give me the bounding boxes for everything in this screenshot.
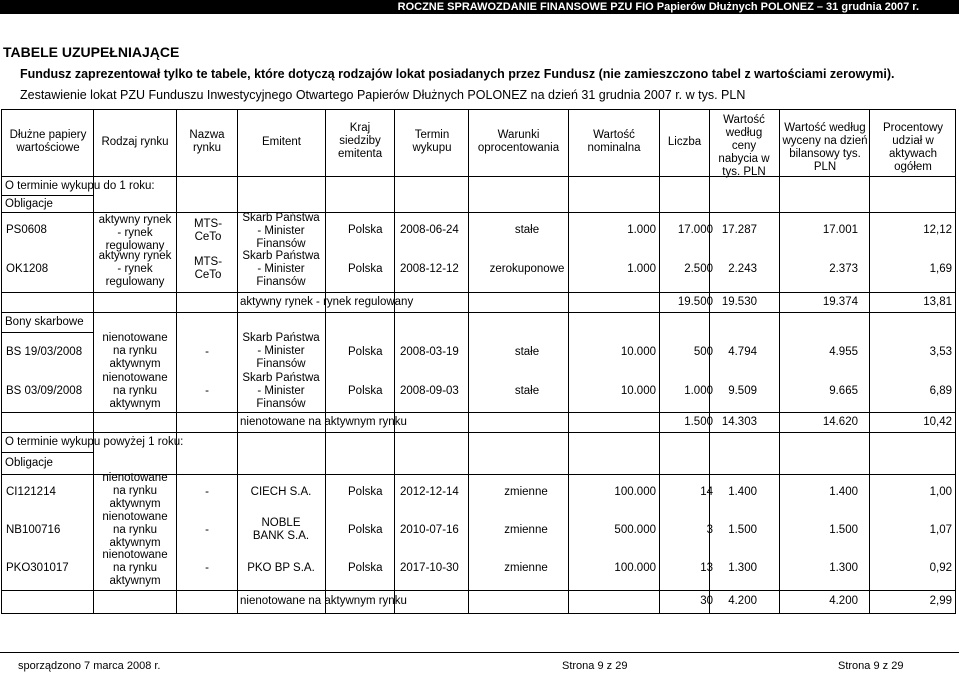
row-share: 1,07: [929, 524, 952, 536]
row-rate: stałe: [514, 224, 540, 236]
col-header-nominal: Wartość nominalna: [587, 129, 641, 154]
col-divider: [709, 110, 710, 613]
subtotal-share: 2,99: [929, 595, 952, 607]
row-maturity: 2008-03-19: [400, 346, 459, 358]
row-market: nienotowane na rynku aktywnym: [102, 332, 168, 370]
row-cost: 2.243: [728, 263, 757, 275]
row-rate: stałe: [514, 346, 540, 358]
row-count: 13: [700, 562, 713, 574]
row-rate: zmienne: [504, 524, 548, 536]
page-header-bar: [0, 0, 959, 14]
row-nominal: 100.000: [614, 562, 656, 574]
row-divider: [2, 590, 955, 591]
row-market-name: -: [205, 524, 209, 536]
row-value: 9.665: [829, 385, 858, 397]
row-count: 1.000: [684, 385, 713, 397]
col-divider: [325, 110, 326, 613]
row-market: nienotowane na rynku aktywnym: [102, 472, 168, 510]
row-name: PS0608: [6, 224, 47, 236]
row-market: aktywny rynek - rynek regulowany: [98, 214, 172, 252]
col-header-rate: Warunki oprocentowania: [477, 129, 560, 154]
row-share: 12,12: [923, 224, 952, 236]
row-value: 4.955: [829, 346, 858, 358]
row-market-name: MTS-CeTo: [193, 256, 223, 281]
row-market-name: MTS-CeTo: [193, 218, 223, 243]
row-count: 17.000: [677, 224, 713, 236]
row-maturity: 2017-10-30: [400, 562, 459, 574]
row-divider: [2, 332, 93, 333]
row-maturity: 2012-12-14: [400, 486, 459, 498]
col-header-count: Liczba: [667, 136, 702, 148]
table-subtitle: Zestawienie lokat PZU Funduszu Inwestycyjnego Otwartego Papierów Dłużnych POLONEZ na dzień 31 grudnia 2007 r. w tys. PLN: [20, 88, 746, 102]
row-maturity: 2010-07-16: [400, 524, 459, 536]
row-maturity: 2008-06-24: [400, 224, 459, 236]
footer-page-number: Strona 9 z 29: [562, 660, 628, 672]
row-divider: [2, 195, 93, 196]
row-nominal: 1.000: [627, 224, 656, 236]
row-market: aktywny rynek - rynek regulowany: [98, 250, 172, 288]
col-divider: [468, 110, 469, 613]
row-country: Polska: [348, 524, 383, 536]
row-share: 1,69: [929, 263, 952, 275]
group-short-term: O terminie wykupu do 1 roku:: [5, 180, 155, 192]
row-divider: [2, 212, 955, 213]
row-count: 2.500: [684, 263, 713, 275]
col-header-market-type: Rodzaj rynku: [101, 136, 169, 148]
row-market: nienotowane na rynku aktywnym: [102, 511, 168, 549]
row-country: Polska: [348, 385, 383, 397]
row-cost: 1.500: [728, 524, 757, 536]
col-divider: [568, 110, 569, 613]
section-title: TABELE UZUPEŁNIAJĄCE: [3, 44, 180, 60]
row-divider: [2, 176, 955, 177]
col-header-cost: Wartość według ceny nabycia w tys. PLN: [718, 114, 770, 178]
col-header-share: Procentowy udział w aktywach ogółem: [882, 122, 944, 173]
col-header-securities: Dłużne papiery wartościowe: [9, 129, 87, 154]
row-maturity: 2008-12-12: [400, 263, 459, 275]
footer-prepared-date: sporządzono 7 marca 2008 r.: [18, 660, 161, 672]
row-name: OK1208: [6, 263, 49, 275]
subtotal-share: 13,81: [923, 296, 952, 308]
group-long-term: O terminie wykupu powyżej 1 roku:: [5, 436, 184, 448]
row-country: Polska: [348, 263, 383, 275]
row-divider: [2, 432, 955, 433]
subtotal-value: 14.620: [822, 416, 858, 428]
row-cost: 9.509: [728, 385, 757, 397]
row-country: Polska: [348, 346, 383, 358]
row-market-name: -: [205, 486, 209, 498]
row-issuer: NOBLE BANK S.A.: [252, 517, 310, 542]
subtotal-count: 30: [700, 595, 713, 607]
col-divider: [176, 110, 177, 613]
row-divider: [2, 312, 955, 313]
subtotal-count: 19.500: [677, 296, 713, 308]
row-value: 2.373: [829, 263, 858, 275]
row-cost: 1.400: [728, 486, 757, 498]
row-value: 1.400: [829, 486, 858, 498]
row-share: 6,89: [929, 385, 952, 397]
row-issuer: Skarb Państwa - Minister Finansów: [242, 250, 320, 288]
row-market: nienotowane na rynku aktywnym: [102, 372, 168, 410]
col-divider: [869, 110, 870, 613]
row-nominal: 100.000: [614, 486, 656, 498]
col-header-country: Kraj siedziby emitenta: [338, 122, 383, 160]
col-header-maturity: Termin wykupu: [412, 129, 452, 154]
footer-page-number-right: Strona 9 z 29: [838, 660, 904, 672]
row-issuer: CIECH S.A.: [250, 486, 312, 498]
subtotal-value: 19.374: [822, 296, 858, 308]
row-market-name: -: [205, 346, 209, 358]
row-market-name: -: [205, 562, 209, 574]
col-header-issuer: Emitent: [262, 136, 301, 148]
row-count: 500: [693, 346, 713, 358]
row-share: 0,92: [929, 562, 952, 574]
row-issuer: Skarb Państwa - Minister Finansów: [242, 212, 320, 250]
subtotal-label: nienotowane na aktywnym rynku: [240, 595, 407, 607]
col-header-value: Wartość według wyceny na dzień bilansowy tys. PLN: [782, 122, 868, 173]
subtotal-cost: 14.303: [721, 416, 757, 428]
subtotal-label: aktywny rynek - rynek regulowany: [240, 296, 414, 308]
row-country: Polska: [348, 224, 383, 236]
subtotal-cost: 4.200: [728, 595, 757, 607]
row-name: BS 03/09/2008: [6, 385, 83, 397]
group-treasury: Bony skarbowe: [5, 316, 84, 328]
row-nominal: 10.000: [620, 346, 656, 358]
row-share: 3,53: [929, 346, 952, 358]
row-cost: 1.300: [728, 562, 757, 574]
row-rate: zerokuponowe: [489, 263, 565, 275]
subtotal-count: 1.500: [684, 416, 713, 428]
row-cost: 17.287: [721, 224, 757, 236]
row-rate: zmienne: [504, 486, 548, 498]
col-divider: [659, 110, 660, 613]
row-count: 14: [700, 486, 713, 498]
row-cost: 4.794: [728, 346, 757, 358]
row-issuer: Skarb Państwa - Minister Finansów: [242, 332, 320, 370]
row-value: 1.300: [829, 562, 858, 574]
row-country: Polska: [348, 486, 383, 498]
subtotal-label: nienotowane na aktywnym rynku: [240, 416, 407, 428]
row-value: 17.001: [822, 224, 858, 236]
row-nominal: 500.000: [614, 524, 656, 536]
row-market-name: -: [205, 385, 209, 397]
col-divider: [779, 110, 780, 613]
row-value: 1.500: [829, 524, 858, 536]
col-divider: [394, 110, 395, 613]
subtotal-value: 4.200: [829, 595, 858, 607]
subtotal-cost: 19.530: [721, 296, 757, 308]
row-issuer: Skarb Państwa - Minister Finansów: [242, 372, 320, 410]
row-name: CI121214: [6, 486, 56, 498]
subtotal-share: 10,42: [923, 416, 952, 428]
row-divider: [2, 452, 93, 453]
row-nominal: 10.000: [620, 385, 656, 397]
row-market: nienotowane na rynku aktywnym: [102, 549, 168, 587]
row-count: 3: [706, 524, 713, 536]
row-country: Polska: [348, 562, 383, 574]
row-maturity: 2008-09-03: [400, 385, 459, 397]
row-name: BS 19/03/2008: [6, 346, 83, 358]
row-share: 1,00: [929, 486, 952, 498]
page-header-text: ROCZNE SPRAWOZDANIE FINANSOWE PZU FIO Papierów Dłużnych POLONEZ – 31 grudnia 2007 r.: [397, 1, 919, 13]
investments-table: [1, 109, 956, 614]
row-name: PKO301017: [6, 562, 69, 574]
row-rate: stałe: [514, 385, 540, 397]
intro-text: Fundusz zaprezentował tylko te tabele, które dotyczą rodzajów lokat posiadanych przez Fundusz (nie zamieszczono tabel z wartościami zerowymi).: [20, 67, 895, 81]
row-issuer: PKO BP S.A.: [247, 562, 315, 574]
group-bonds: Obligacje: [5, 198, 53, 210]
group-bonds: Obligacje: [5, 457, 53, 469]
row-divider: [2, 412, 955, 413]
col-header-market-name: Nazwa rynku: [189, 129, 225, 154]
row-rate: zmienne: [504, 562, 548, 574]
row-divider: [2, 292, 955, 293]
row-nominal: 1.000: [627, 263, 656, 275]
row-name: NB100716: [6, 524, 61, 536]
footer-divider: [0, 652, 959, 653]
col-divider: [237, 110, 238, 613]
